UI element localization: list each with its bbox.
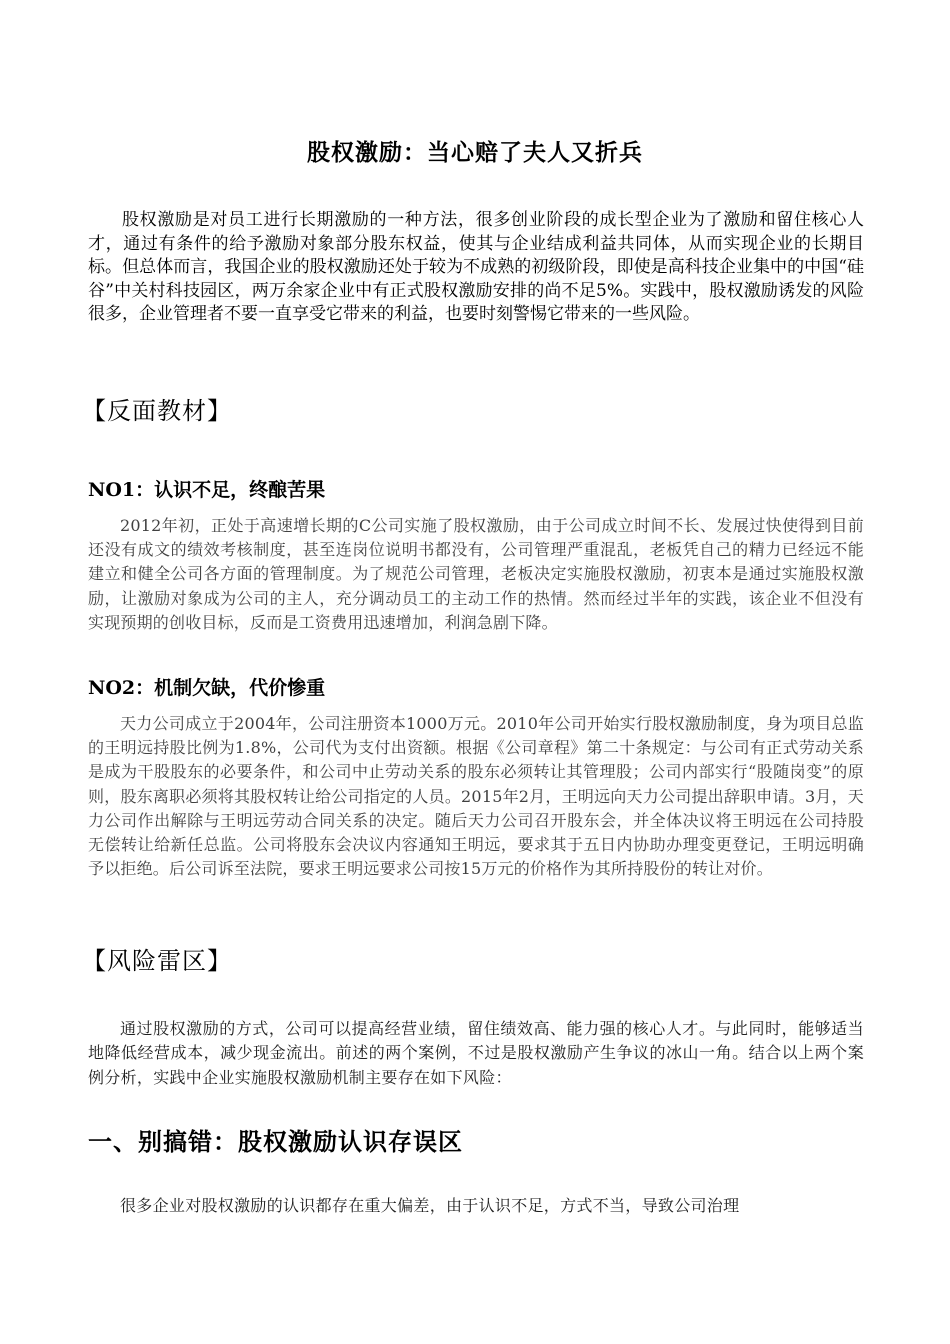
case-one-heading: NO1：认识不足，终酿苦果 — [88, 479, 326, 501]
section-one-paragraph: 很多企业对股权激励的认识都存在重大偏差，由于认识不足，方式不当，导致公司治理 — [120, 1196, 740, 1215]
risk-paragraph: 通过股权激励的方式，公司可以提高经营业绩，留住绩效高、能力强的核心人才。与此同时，能够适当地降低经营成本，减少现金流出。前述的两个案例，不过是股权激励产生争议的冰山一角。结合以上两个案例分析，实践中企业实施股权激励机制主要存在如下风险： — [88, 1019, 864, 1087]
case-one-paragraph: 2012年初，正处于高速增长期的C公司实施了股权激励，由于公司成立时间不长、发展过快使得到目前还没有成文的绩效考核制度，甚至连岗位说明书都没有，公司管理严重混乱，老板凭自己的精力已经远不能建立和健全公司各方面的管理制度。为了规范公司管理，老板决定实施股权激励，初衷本是通过实施股权激励，让激励对象成为公司的主人，充分调动员工的主动工作的热情。然而经过半年的实践，该企业不但没有实现预期的创收目标，反而是工资费用迅速增加，利润急剧下降。 — [88, 516, 864, 632]
case-two-paragraph: 天力公司成立于2004年，公司注册资本1000万元。2010年公司开始实行股权激励制度，身为项目总监的王明远持股比例为1.8%，公司代为支付出资额。根据《公司章程》第二十条规定：与公司有正式劳动关系是成为干股股东的必要条件，和公司中止劳动关系的股东必须转让其管理股；公司内部实行“股随岗变”的原则，股东离职必须将其股权转让给公司指定的人员。2015年2月，王明远向天力公司提出辞职申请。3月，天力公司作出解除与王明远劳动合同关系的决定。随后天力公司召开股东会，并全体决议将王明远在公司持股无偿转让给新任总监。公司将股东会决议内容通知王明远，要求其于五日内协助办理变更登记，王明远明确予以拒绝。后公司诉至法院，要求王明远要求公司按15万元的价格作为其所持股份的转让对价。 — [88, 714, 864, 879]
document-title: 股权激励：当心赔了夫人又折兵 — [307, 140, 643, 166]
section-heading-risk-zone: 【风险雷区】 — [82, 947, 232, 975]
intro-paragraph: 股权激励是对员工进行长期激励的一种方法，很多创业阶段的成长型企业为了激励和留住核心人才，通过有条件的给予激励对象部分股东权益，使其与企业结成利益共同体，从而实现企业的长期目标。但总体而言，我国企业的股权激励还处于较为不成熟的初级阶段，即使是高科技企业集中的中国“硅谷”中关村科技园区，两万余家企业中有正式股权激励安排的尚不足5%。实践中，股权激励诱发的风险很多，企业管理者不要一直享受它带来的利益，也要时刻警惕它带来的一些风险。 — [88, 210, 864, 325]
section-one-heading: 一、别搞错：股权激励认识存误区 — [88, 1128, 463, 1156]
case-two-heading: NO2：机制欠缺，代价惨重 — [88, 677, 326, 699]
section-heading-negative-examples: 【反面教材】 — [82, 397, 232, 425]
